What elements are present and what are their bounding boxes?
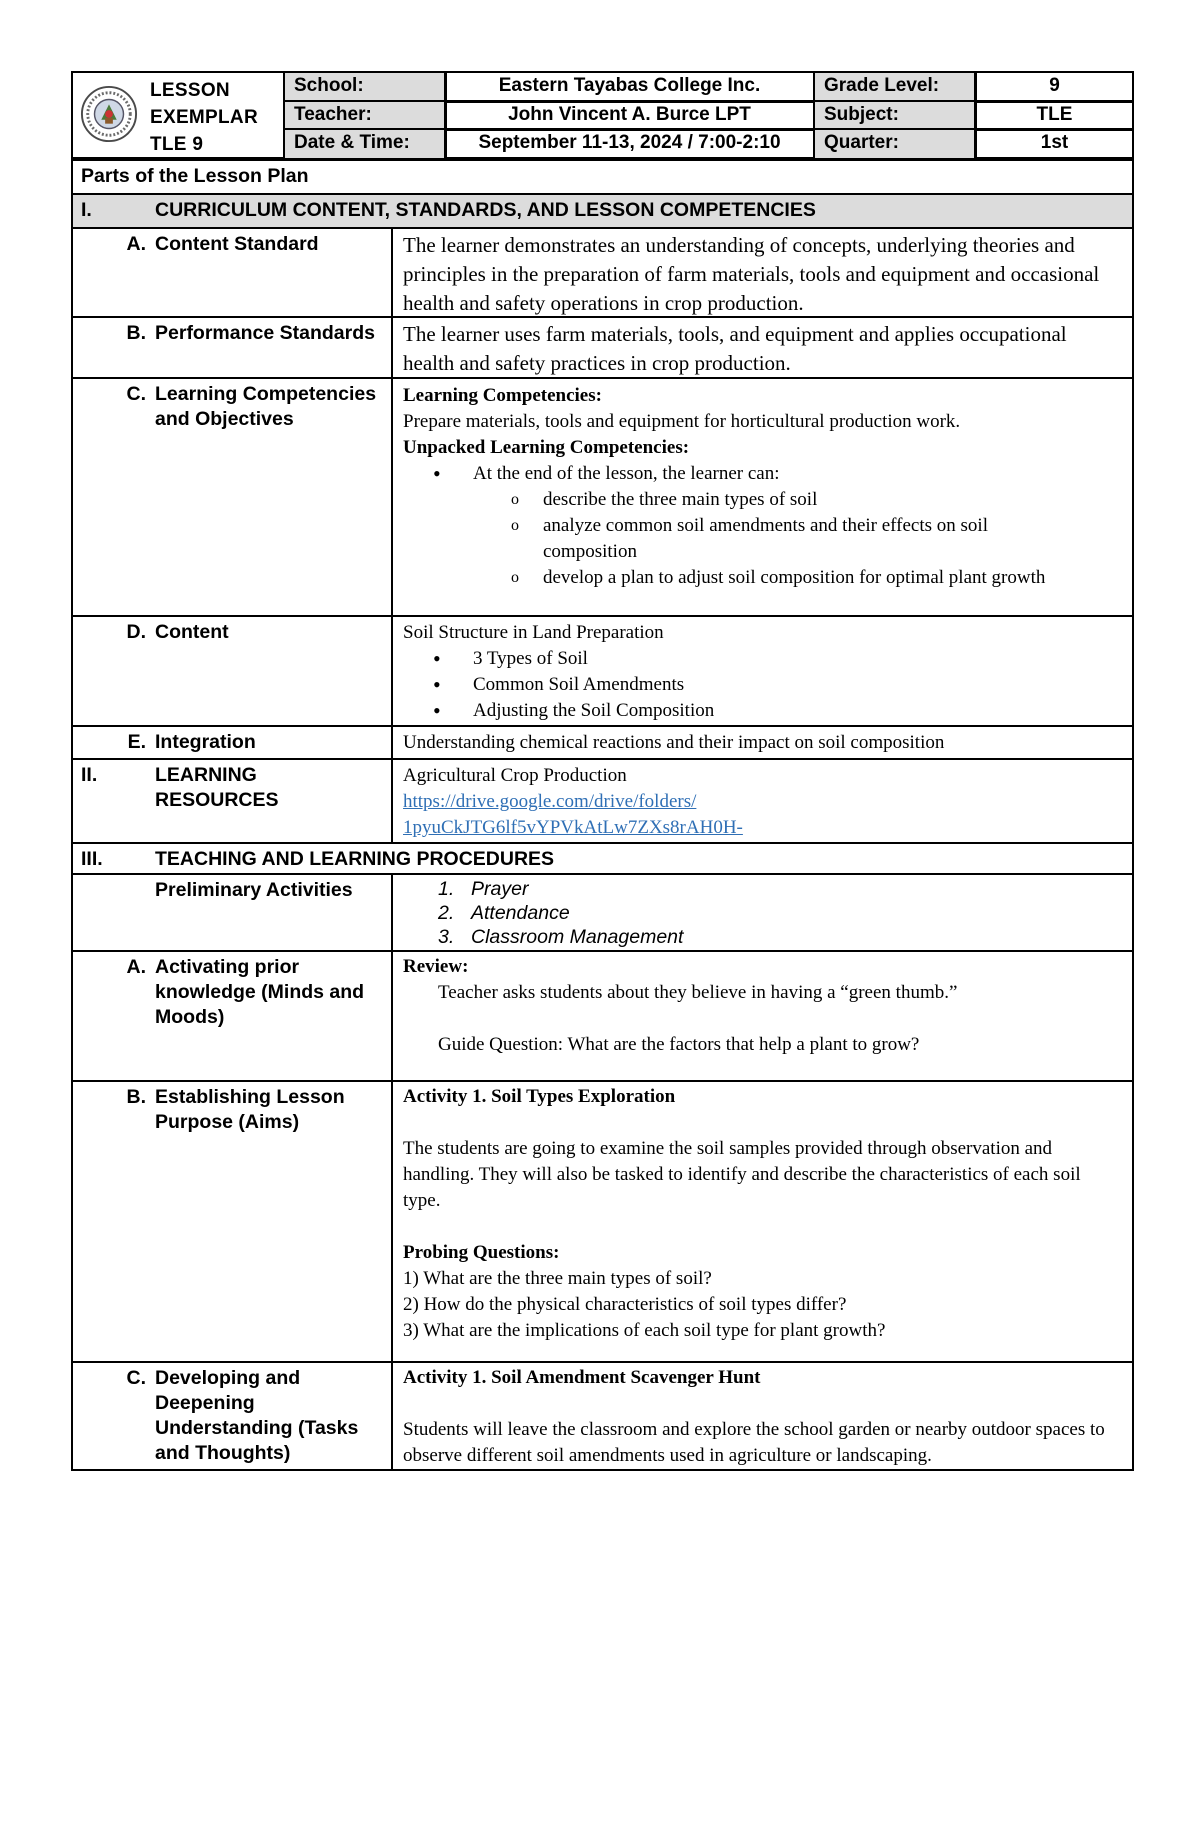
objective-item: o develop a plan to adjust soil composition for optimal plant growth — [403, 565, 1122, 591]
grade-label: Grade Level: — [815, 73, 974, 100]
integration-label: Integration — [155, 731, 256, 753]
establishing-row — [73, 1080, 1132, 1361]
content-row — [73, 615, 1132, 725]
scavenger-text: Students will leave the classroom and explore the school garden or nearby outdoor spaces to observe different soil amendments used in agriculture or landscaping. — [403, 1419, 1105, 1466]
guide-question: Guide Question: What are the factors that help a plant to grow? — [438, 1034, 920, 1055]
competencies-letter: C. — [126, 383, 146, 405]
preliminary-row: Preliminary Activities 1. Prayer 2. Attendance 3. Classroom Management — [73, 873, 1132, 950]
exemplar-line-3: TLE 9 — [150, 134, 204, 155]
subject-label: Subject: — [815, 102, 974, 128]
lc-heading: Learning Competencies: — [403, 385, 602, 406]
unpacked-heading: Unpacked Learning Competencies: — [403, 437, 690, 458]
lesson-plan-table — [71, 159, 1134, 1471]
exemplar-line-2: EXEMPLAR — [150, 107, 258, 128]
performance-letter: B. — [126, 322, 146, 344]
content-bullet: • Adjusting the Soil Composition — [403, 698, 1122, 724]
unpacked-bullet: • At the end of the lesson, the learner can: — [403, 461, 1122, 487]
establishing-letter: B. — [126, 1086, 146, 1108]
content-standard-row — [73, 227, 1132, 316]
school-value: Eastern Tayabas College Inc. — [498, 75, 761, 96]
probing-question: 2) How do the physical characteristics of soil types differ? — [403, 1294, 847, 1315]
exemplar-title — [150, 77, 258, 158]
content-bullet: • 3 Types of Soil — [403, 646, 1122, 672]
teacher-label: Teacher: — [285, 102, 444, 128]
competencies-label: Learning Competencies and Objectives — [155, 383, 377, 430]
review-heading: Review: — [403, 956, 469, 977]
scavenger-heading: Activity 1. Soil Amendment Scavenger Hunt — [403, 1367, 761, 1388]
school-seal-icon — [80, 85, 138, 143]
content-standard-text: The learner demonstrates an understanding of concepts, underlying theories and principles in the preparation of farm materials, tools and equipment and occasional health and safety operations in crop production. — [391, 229, 1132, 316]
activity-text: The students are going to examine the soil samples provided through observation and handling. They will also be tasked to identify and describe the characteristics of each soil type. — [403, 1138, 1081, 1211]
exemplar-line-1: LESSON — [150, 80, 230, 101]
content-bullet: • Common Soil Amendments — [403, 672, 1122, 698]
activating-letter: A. — [126, 956, 146, 978]
school-label: School: — [285, 73, 444, 100]
content-label: Content — [155, 621, 229, 643]
section-3-number: III. — [81, 848, 103, 870]
logo-cell — [73, 73, 285, 157]
header-grid — [285, 73, 1132, 157]
resources-label: LEARNING RESOURCES — [155, 764, 279, 811]
preliminary-label: Preliminary Activities — [155, 879, 353, 901]
probing-question: 3) What are the implications of each soil type for plant growth? — [403, 1320, 886, 1341]
activating-row — [73, 950, 1132, 1080]
establishing-label: Establishing Lesson Purpose (Aims) — [155, 1086, 345, 1133]
preliminary-item: Classroom Management — [471, 926, 684, 948]
resource-link[interactable]: https://drive.google.com/drive/folders/ — [403, 791, 697, 812]
section-3-row — [73, 842, 1132, 873]
section-3-heading — [73, 844, 1132, 873]
activating-label: Activating prior knowledge (Minds and Moods) — [155, 956, 365, 1028]
quarter-value: 1st — [1040, 132, 1069, 153]
section-1-number: I. — [81, 199, 92, 221]
date-label: Date & Time: — [285, 130, 444, 158]
probing-heading: Probing Questions: — [403, 1242, 560, 1263]
content-letter: D. — [126, 621, 146, 643]
developing-letter: C. — [126, 1367, 146, 1389]
grade-value: 9 — [1049, 75, 1060, 96]
objective-item: o describe the three main types of soil — [403, 487, 1122, 513]
section-1-row — [73, 193, 1132, 227]
performance-row — [73, 316, 1132, 377]
subject-value: TLE — [1036, 104, 1073, 125]
preliminary-item: Prayer — [471, 878, 529, 900]
resources-row — [73, 758, 1132, 842]
probing-question: 1) What are the three main types of soil? — [403, 1268, 712, 1289]
integration-text: Understanding chemical reactions and their impact on soil composition — [391, 727, 1132, 758]
content-title: Soil Structure in Land Preparation — [403, 622, 664, 643]
section-3-title: TEACHING AND LEARNING PROCEDURES — [155, 848, 555, 870]
performance-text: The learner uses farm materials, tools, and equipment and applies occupational health and safety practices in crop production. — [391, 318, 1132, 377]
date-value: September 11-13, 2024 / 7:00-2:10 — [478, 132, 781, 153]
parts-title-row — [73, 159, 1132, 193]
section-1-title: CURRICULUM CONTENT, STANDARDS, AND LESSON COMPETENCIES — [155, 199, 816, 221]
section-1-heading — [73, 195, 1132, 227]
resource-link-continued[interactable]: 1pyuCkJTG6lf5vYPVkAtLw7ZXs8rAH0H- — [403, 817, 743, 838]
performance-label: Performance Standards — [155, 322, 375, 344]
developing-row — [73, 1361, 1132, 1471]
content-standard-letter: A. — [126, 233, 146, 255]
lc-text: Prepare materials, tools and equipment for horticultural production work. — [403, 411, 961, 432]
teacher-value: John Vincent A. Burce LPT — [508, 104, 751, 125]
section-2-number: II. — [81, 764, 98, 786]
developing-label: Developing and Deepening Understanding (Tasks and Thoughts) — [155, 1367, 359, 1464]
review-line: Teacher asks students about they believe in having a “green thumb.” — [438, 982, 958, 1003]
objective-item: o analyze common soil amendments and their effects on soil composition — [403, 513, 1122, 565]
competencies-row — [73, 377, 1132, 615]
parts-title: Parts of the Lesson Plan — [81, 165, 309, 187]
header-table — [71, 71, 1134, 159]
activity-heading: Activity 1. Soil Types Exploration — [403, 1086, 676, 1107]
quarter-label: Quarter: — [815, 130, 974, 158]
integration-letter: E. — [127, 731, 146, 753]
content-standard-label: Content Standard — [155, 233, 319, 255]
resources-text: Agricultural Crop Production — [403, 765, 627, 786]
preliminary-item: Attendance — [471, 902, 570, 924]
integration-row — [73, 725, 1132, 758]
